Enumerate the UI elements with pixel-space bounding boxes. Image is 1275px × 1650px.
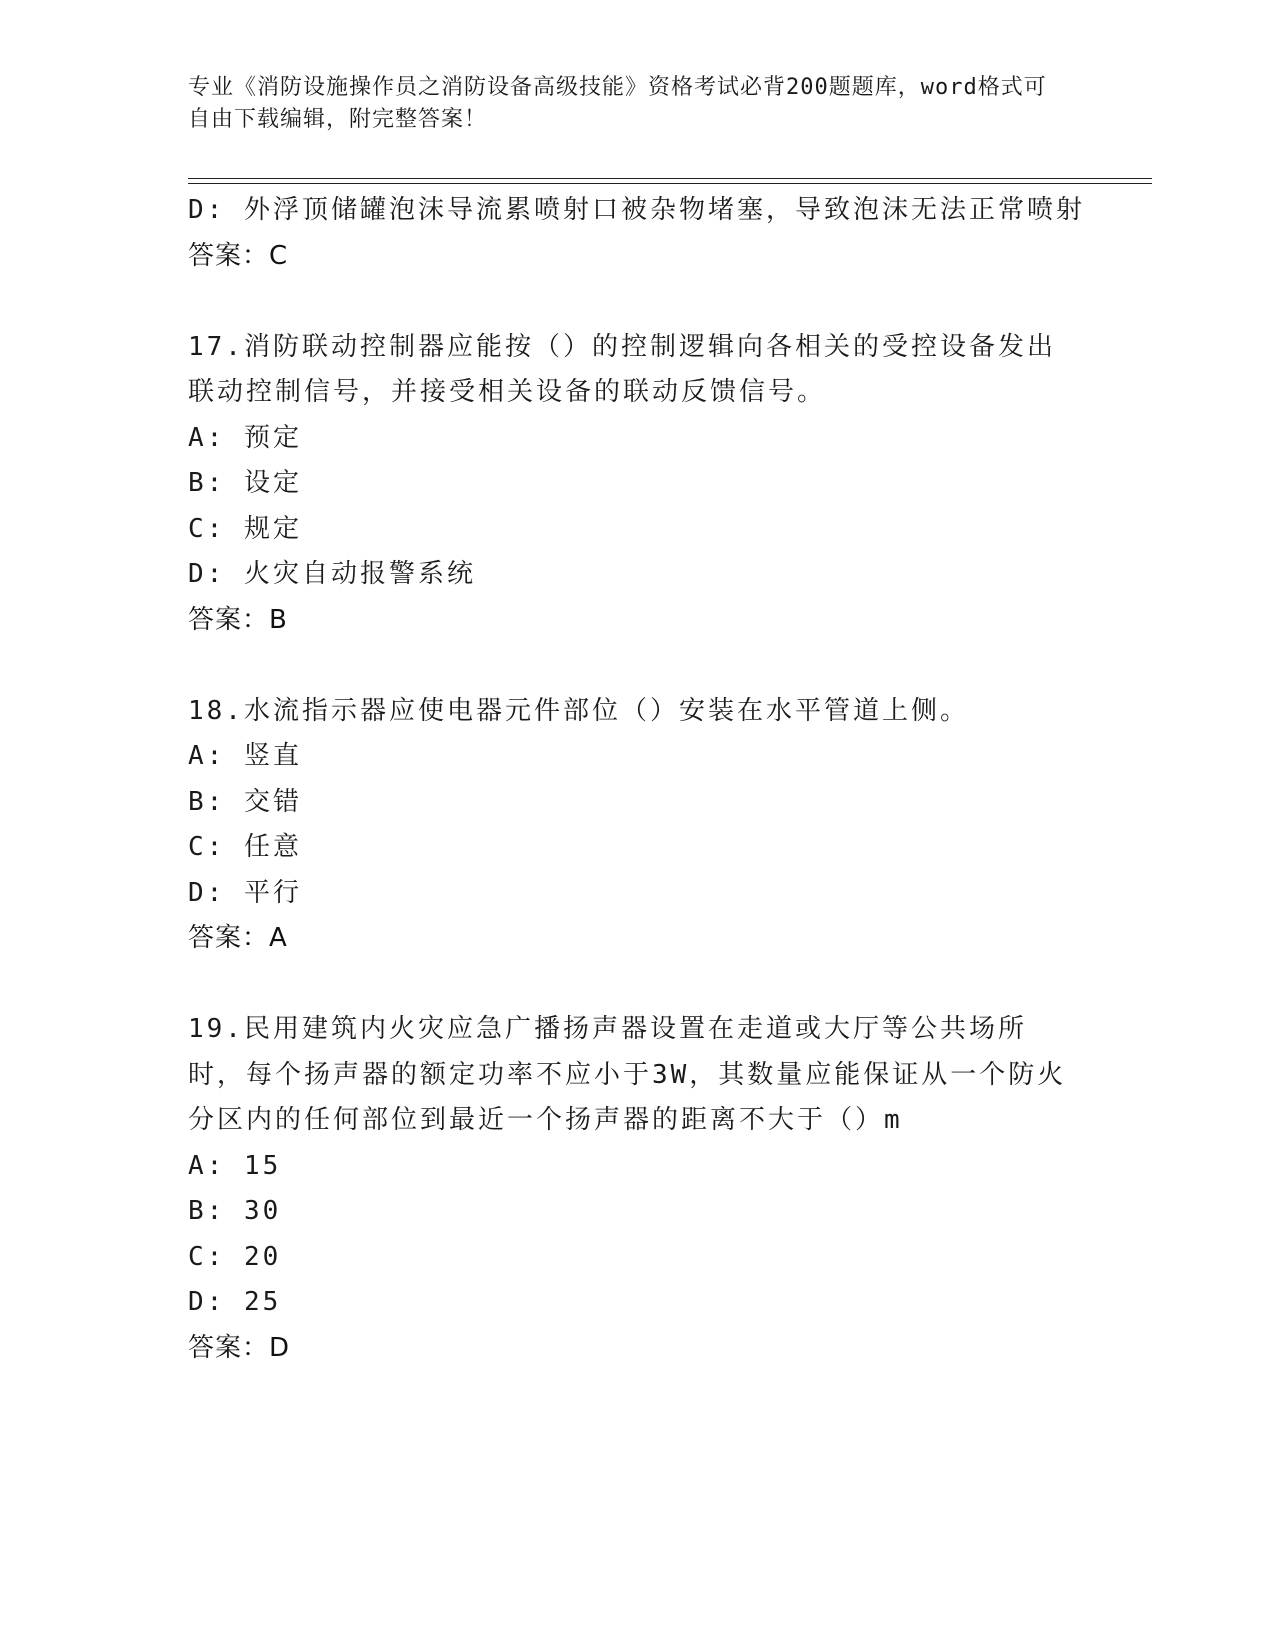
- spacer: [188, 279, 1088, 325]
- question-19: [188, 1007, 1088, 1371]
- answer: 答案：A: [188, 923, 288, 953]
- header-rule-bottom: [188, 183, 1152, 184]
- option-d: D: 火灾自动报警系统: [188, 559, 476, 589]
- option-d: D: 平行: [188, 877, 302, 908]
- option-b: B: 交错: [188, 786, 302, 817]
- question-text: 17.消防联动控制器应能按（）的控制逻辑向各相关的受控设备发出联动控制信号，并接受相关设备的联动反馈信号。: [188, 331, 1056, 407]
- option-a: A: 预定: [188, 422, 302, 453]
- option-a: A: 15: [188, 1150, 282, 1181]
- option-c: C: 20: [188, 1241, 282, 1272]
- option-d: D: 外浮顶储罐泡沫导流累喷射口被杂物堵塞，导致泡沫无法正常喷射: [188, 195, 1085, 225]
- option-c: C: 任意: [188, 832, 302, 862]
- question-18: [188, 689, 1088, 962]
- spacer: [188, 962, 1088, 1008]
- option-a: A: 竖直: [188, 741, 302, 771]
- option-b: B: 30: [188, 1196, 282, 1226]
- answer: 答案：D: [188, 1332, 291, 1363]
- answer: 答案：B: [188, 604, 288, 635]
- spacer: [188, 643, 1088, 689]
- question-text: 18.水流指示器应使电器元件部位（）安装在水平管道上侧。: [188, 695, 969, 726]
- option-c: C: 规定: [188, 513, 302, 544]
- option-d: D: 25: [188, 1287, 282, 1317]
- question-list: [188, 188, 1088, 1371]
- header-rule-top: [188, 178, 1152, 179]
- document-header: 专业《消防设施操作员之消防设备高级技能》资格考试必背200题题库，word格式可自由下载编辑，附完整答案！: [188, 75, 1047, 132]
- answer: 答案：C: [188, 240, 289, 271]
- question-17: [188, 325, 1088, 644]
- option-b: B: 设定: [188, 468, 302, 498]
- question-text: 19.民用建筑内火灾应急广播扬声器设置在走道或大厅等公共场所时，每个扬声器的额定功率不应小于3W，其数量应能保证从一个防火分区内的任何部位到最近一个扬声器的距离不大于（）m: [188, 1014, 1067, 1135]
